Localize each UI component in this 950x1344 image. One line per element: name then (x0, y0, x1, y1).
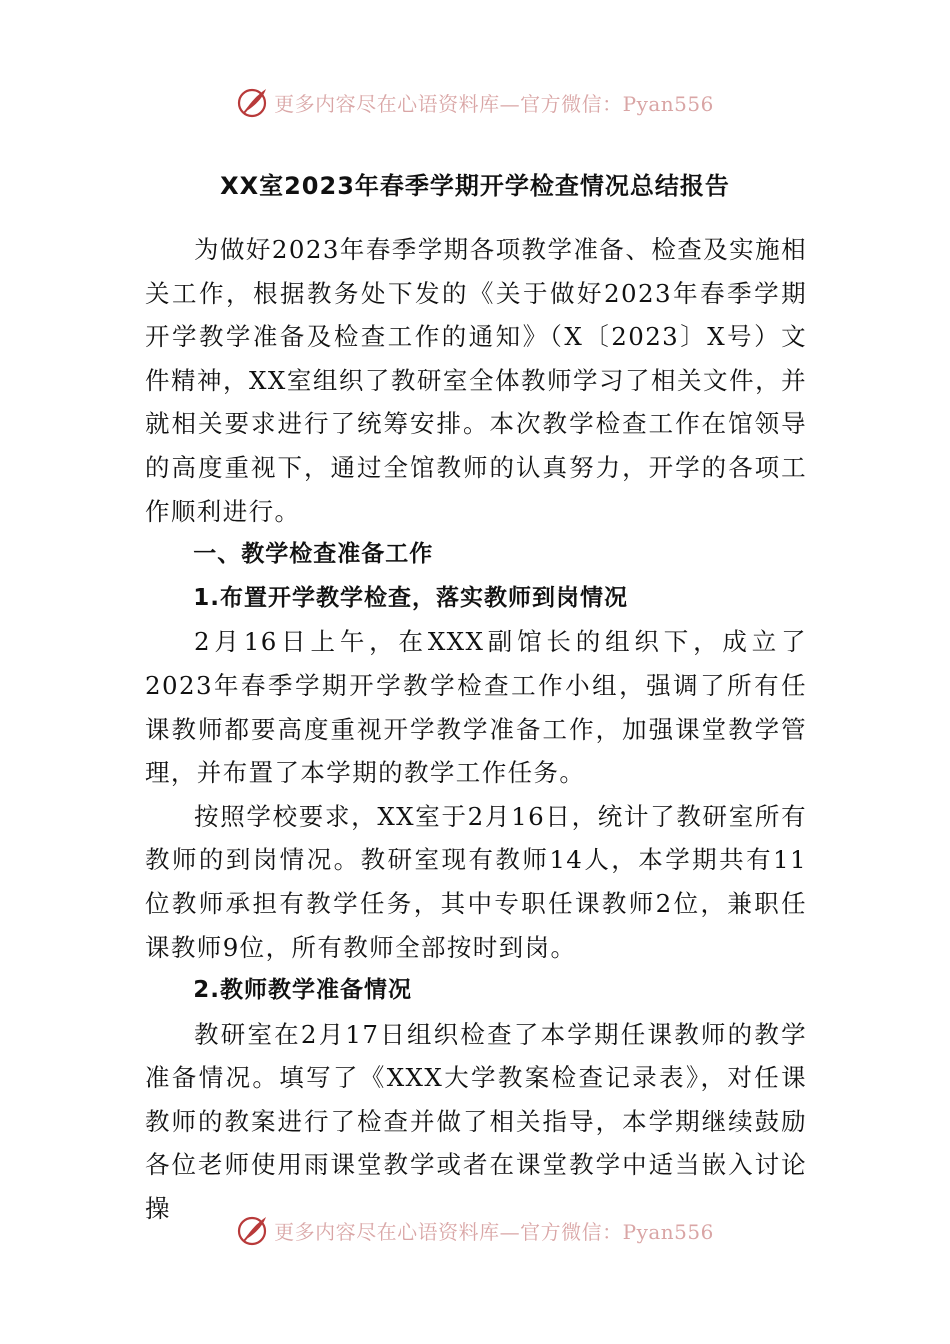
intro-paragraph: 为做好2023年春季学期各项教学准备、检查及实施相关工作，根据教务处下发的《关于做好2023年春季学期开学教学准备及检查工作的通知》（X〔2023〕X号）文件精神，XX室组织了教研室全体教师学习了相关文件，并就相关要求进行了统筹安排。本次教学检查工作在馆领导的高度重视下，通过全馆教师的认真努力，开学的各项工作顺利进行。 (145, 235, 807, 526)
document-title: XX室2023年春季学期开学检查情况总结报告 (220, 172, 730, 200)
quill-logo-icon (236, 85, 270, 119)
paragraph-3: 按照学校要求，XX室于2月16日，统计了教研室所有教师的到岗情况。教研室现有教师14人，本学期共有11位教师承担有教学任务，其中专职任课教师2位，兼职任课教师9位，所有教师全部按时到岗。 (145, 801, 807, 962)
document-body (145, 228, 807, 1231)
subsection-heading-2: 2.教师教学准备情况 (193, 977, 413, 1004)
quill-logo-icon (236, 1213, 270, 1247)
header-banner (0, 82, 950, 122)
paragraph-4: 教研室在2月17日组织检查了本学期任课教师的教学准备情况。填写了《XXX大学教案检查记录表》，对任课教师的教案进行了检查并做了相关指导，本学期继续鼓励各位老师使用雨课堂教学或者在课堂教学中适当嵌入讨论操 (145, 1019, 807, 1224)
header-banner-text: 更多内容尽在心语资料库—官方微信：Pyan556 (274, 91, 714, 116)
paragraph-2: 2月16日上午，在XXX副馆长的组织下，成立了2023年春季学期开学教学检查工作小组，强调了所有任课教师都要高度重视开学教学准备工作，加强课堂教学管理，并布置了本学期的教学工作任务。 (145, 627, 807, 788)
footer-banner (0, 1210, 950, 1250)
subsection-heading-1: 1.布置开学教学检查，落实教师到岗情况 (193, 584, 629, 611)
section-heading-1: 一、教学检查准备工作 (193, 541, 434, 568)
footer-banner-text: 更多内容尽在心语资料库—官方微信：Pyan556 (274, 1219, 714, 1244)
